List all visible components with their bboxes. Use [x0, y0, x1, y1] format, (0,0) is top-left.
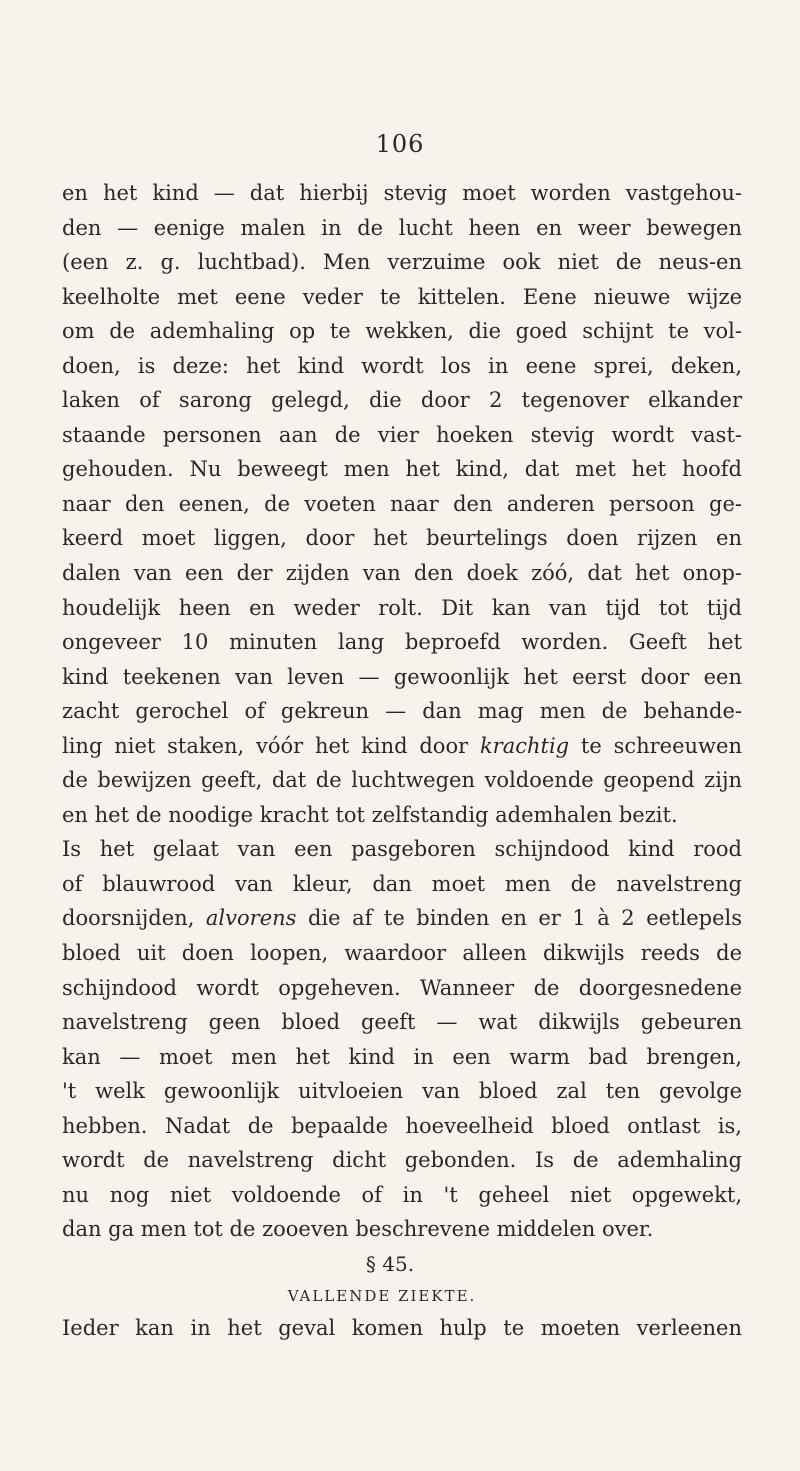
- text-line: en het de noodige kracht tot zelfstandig ademhalen bezit.: [62, 802, 678, 827]
- text-line: doen, is deze: het kind wordt los in eene sprei, deken,: [62, 353, 742, 378]
- text-line: den — eenige malen in de lucht heen en weer bewegen: [62, 215, 742, 240]
- text-line: naar den eenen, de voeten naar den anderen persoon ge-: [62, 491, 742, 516]
- text-line: houdelijk heen en weder rolt. Dit kan van tijd tot tijd: [62, 595, 742, 620]
- text-segment: te schreeuwen: [569, 733, 742, 758]
- body-text: [62, 176, 742, 1346]
- text-segment: doorsnijden,: [62, 906, 206, 931]
- text-line: de bewijzen geeft, dat de luchtwegen voldoende geopend zijn: [62, 768, 742, 793]
- text-line: kan — moet men het kind in een warm bad brengen,: [62, 1044, 742, 1069]
- section-number: § 45.: [365, 1251, 415, 1276]
- emphasis-text: krachtig: [479, 733, 570, 758]
- text-line: navelstreng geen bloed geeft — wat dikwijls gebeuren: [62, 1010, 742, 1035]
- text-line-with-emphasis: [62, 729, 742, 764]
- emphasis-text: alvorens: [205, 906, 297, 931]
- text-line: Ieder kan in het geval komen hulp te moeten verleenen: [62, 1315, 742, 1340]
- text-line: schijndood wordt opgeheven. Wanneer de doorgesnedene: [62, 975, 742, 1000]
- text-line: dan ga men tot de zooeven beschrevene middelen over.: [62, 1217, 654, 1242]
- text-line: ongeveer 10 minuten lang beproefd worden. Geeft het: [62, 630, 742, 655]
- text-line: hebben. Nadat de bepaalde hoeveelheid bloed ontlast is,: [62, 1113, 742, 1138]
- text-line: bloed uit doen loopen, waardoor alleen dikwijls reeds de: [62, 941, 742, 966]
- text-line: keelholte met eene veder te kittelen. Eene nieuwe wijze: [62, 284, 742, 309]
- text-line: 't welk gewoonlijk uitvloeien van bloed zal ten gevolge: [62, 1079, 742, 1104]
- text-line: kind teekenen van leven — gewoonlijk het eerst door een: [62, 664, 742, 689]
- text-line: (een z. g. luchtbad). Men verzuime ook niet de neus-en: [62, 250, 742, 275]
- page-number: 106: [375, 130, 425, 158]
- text-line: laken of sarong gelegd, die door 2 tegenover elkander: [62, 388, 742, 413]
- text-line-with-emphasis: [62, 901, 742, 936]
- text-segment: ling niet staken, vóór het kind door: [62, 733, 480, 758]
- text-line: Is het gelaat van een pasgeboren schijndood kind rood: [62, 837, 742, 862]
- text-line: nu nog niet voldoende of in 't geheel niet opgewekt,: [62, 1182, 742, 1207]
- text-line: wordt de navelstreng dicht gebonden. Is de ademhaling: [62, 1148, 742, 1173]
- text-line: of blauwrood van kleur, dan moet men de navelstreng: [62, 871, 742, 896]
- text-line: zacht gerochel of gekreun — dan mag men de behande-: [62, 699, 742, 724]
- text-line: om de ademhaling op te wekken, die goed schijnt te vol-: [62, 319, 742, 344]
- text-line: keerd moet liggen, door het beurtelings doen rijzen en: [62, 526, 742, 551]
- text-line: en het kind — dat hierbij stevig moet worden vastgehou-: [62, 181, 742, 205]
- text-line: staande personen aan de vier hoeken stevig wordt vast-: [62, 422, 742, 447]
- section-heading: VALLENDE ZIEKTE.: [287, 1286, 477, 1305]
- text-segment: die af te binden en er 1 à 2 eetlepels: [296, 906, 743, 931]
- text-line: gehouden. Nu beweegt men het kind, dat met het hoofd: [62, 457, 742, 482]
- text-line: dalen van een der zijden van den doek zóó, dat het onop-: [62, 561, 742, 586]
